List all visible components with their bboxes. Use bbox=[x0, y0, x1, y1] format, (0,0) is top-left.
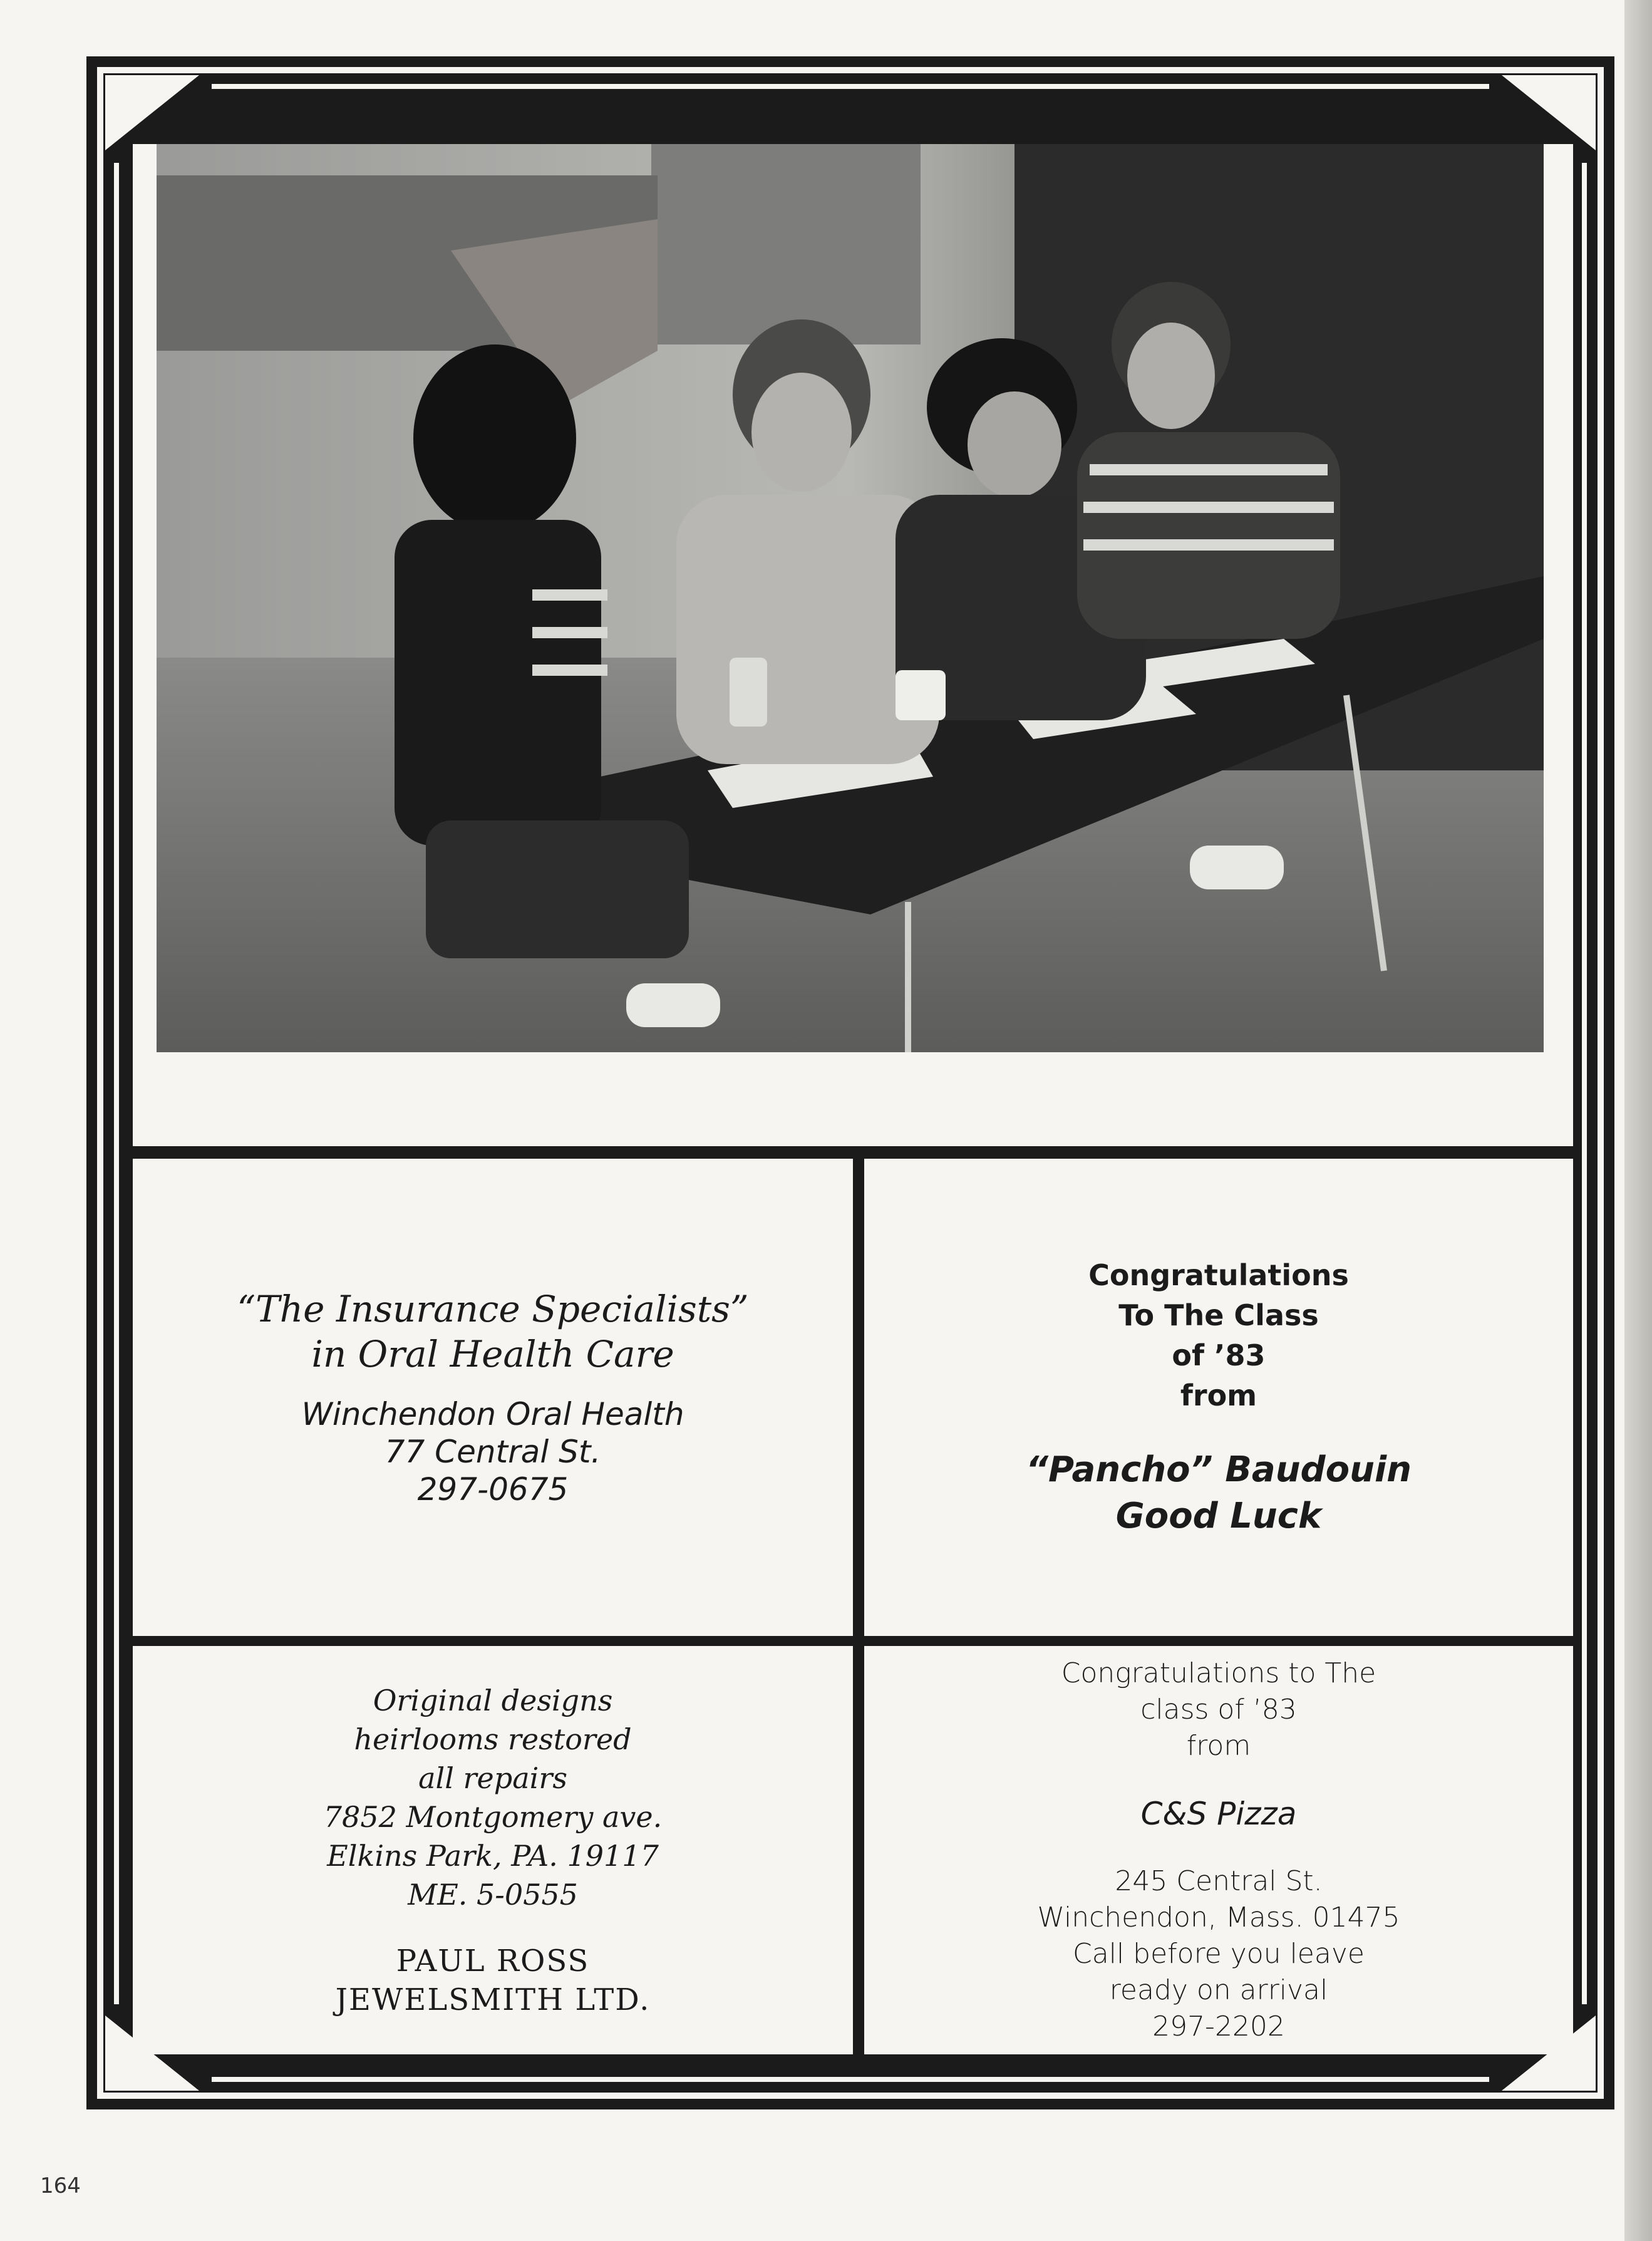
ad-pizza bbox=[864, 1646, 1573, 2054]
detail-line: Original designs bbox=[373, 1684, 613, 1717]
congrats-line: Congratulations bbox=[1088, 1258, 1349, 1292]
congrats-line: Congratulations to The bbox=[1061, 1657, 1376, 1689]
ad-oral-health bbox=[133, 1159, 853, 1636]
pizza-details bbox=[1037, 1863, 1400, 2045]
detail-line: all repairs bbox=[418, 1761, 567, 1795]
photo-panel bbox=[133, 144, 1573, 1146]
page-number: 164 bbox=[40, 2173, 81, 2198]
decorative-border-frame bbox=[86, 56, 1614, 2109]
jeweler-details bbox=[324, 1681, 662, 1914]
tagline-line: “The Insurance Specialists” bbox=[237, 1288, 749, 1330]
pizza-congrats bbox=[1061, 1655, 1376, 1764]
good-luck: Good Luck bbox=[1115, 1496, 1322, 1536]
congrats-line: from bbox=[1186, 1730, 1251, 1762]
detail-line: Call before you leave bbox=[1073, 1938, 1365, 1970]
phone: ME. 5-0555 bbox=[408, 1878, 578, 1912]
sender-name: “Pancho” Baudouin bbox=[1025, 1449, 1412, 1490]
ad-baudouin bbox=[864, 1159, 1573, 1636]
oral-health-tagline bbox=[237, 1286, 748, 1377]
baudouin-name bbox=[1026, 1447, 1412, 1540]
ad-grid bbox=[133, 144, 1573, 2054]
congrats-line: class of ’83 bbox=[1140, 1694, 1297, 1726]
detail-line: heirlooms restored bbox=[354, 1722, 632, 1756]
detail-line: ready on arrival bbox=[1109, 1974, 1328, 2006]
city: Winchendon, Mass. 01475 bbox=[1037, 1902, 1400, 1933]
address: 77 Central St. bbox=[385, 1434, 601, 1470]
firm-line: PAUL ROSS bbox=[396, 1943, 590, 1979]
business-name: Winchendon Oral Health bbox=[301, 1396, 684, 1432]
page-gutter bbox=[1624, 0, 1652, 2241]
congrats-line: of ’83 bbox=[1172, 1338, 1266, 1372]
pizza-business-name: C&S Pizza bbox=[1140, 1796, 1297, 1832]
firm-line: JEWELSMITH LTD. bbox=[335, 1982, 651, 2017]
ad-jeweler bbox=[133, 1646, 853, 2054]
group-photo bbox=[157, 144, 1544, 1052]
jeweler-firm-name bbox=[336, 1942, 651, 2019]
baudouin-congrats bbox=[1088, 1255, 1349, 1416]
phone: 297-0675 bbox=[417, 1471, 569, 1508]
congrats-line: from bbox=[1180, 1379, 1257, 1412]
phone: 297-2202 bbox=[1152, 2011, 1285, 2042]
address: 245 Central St. bbox=[1115, 1865, 1323, 1897]
congrats-line: To The Class bbox=[1118, 1298, 1319, 1332]
city: Elkins Park, PA. 19117 bbox=[327, 1839, 659, 1873]
oral-health-details bbox=[301, 1395, 684, 1508]
tagline-line: in Oral Health Care bbox=[311, 1333, 674, 1375]
address: 7852 Montgomery ave. bbox=[323, 1800, 663, 1834]
